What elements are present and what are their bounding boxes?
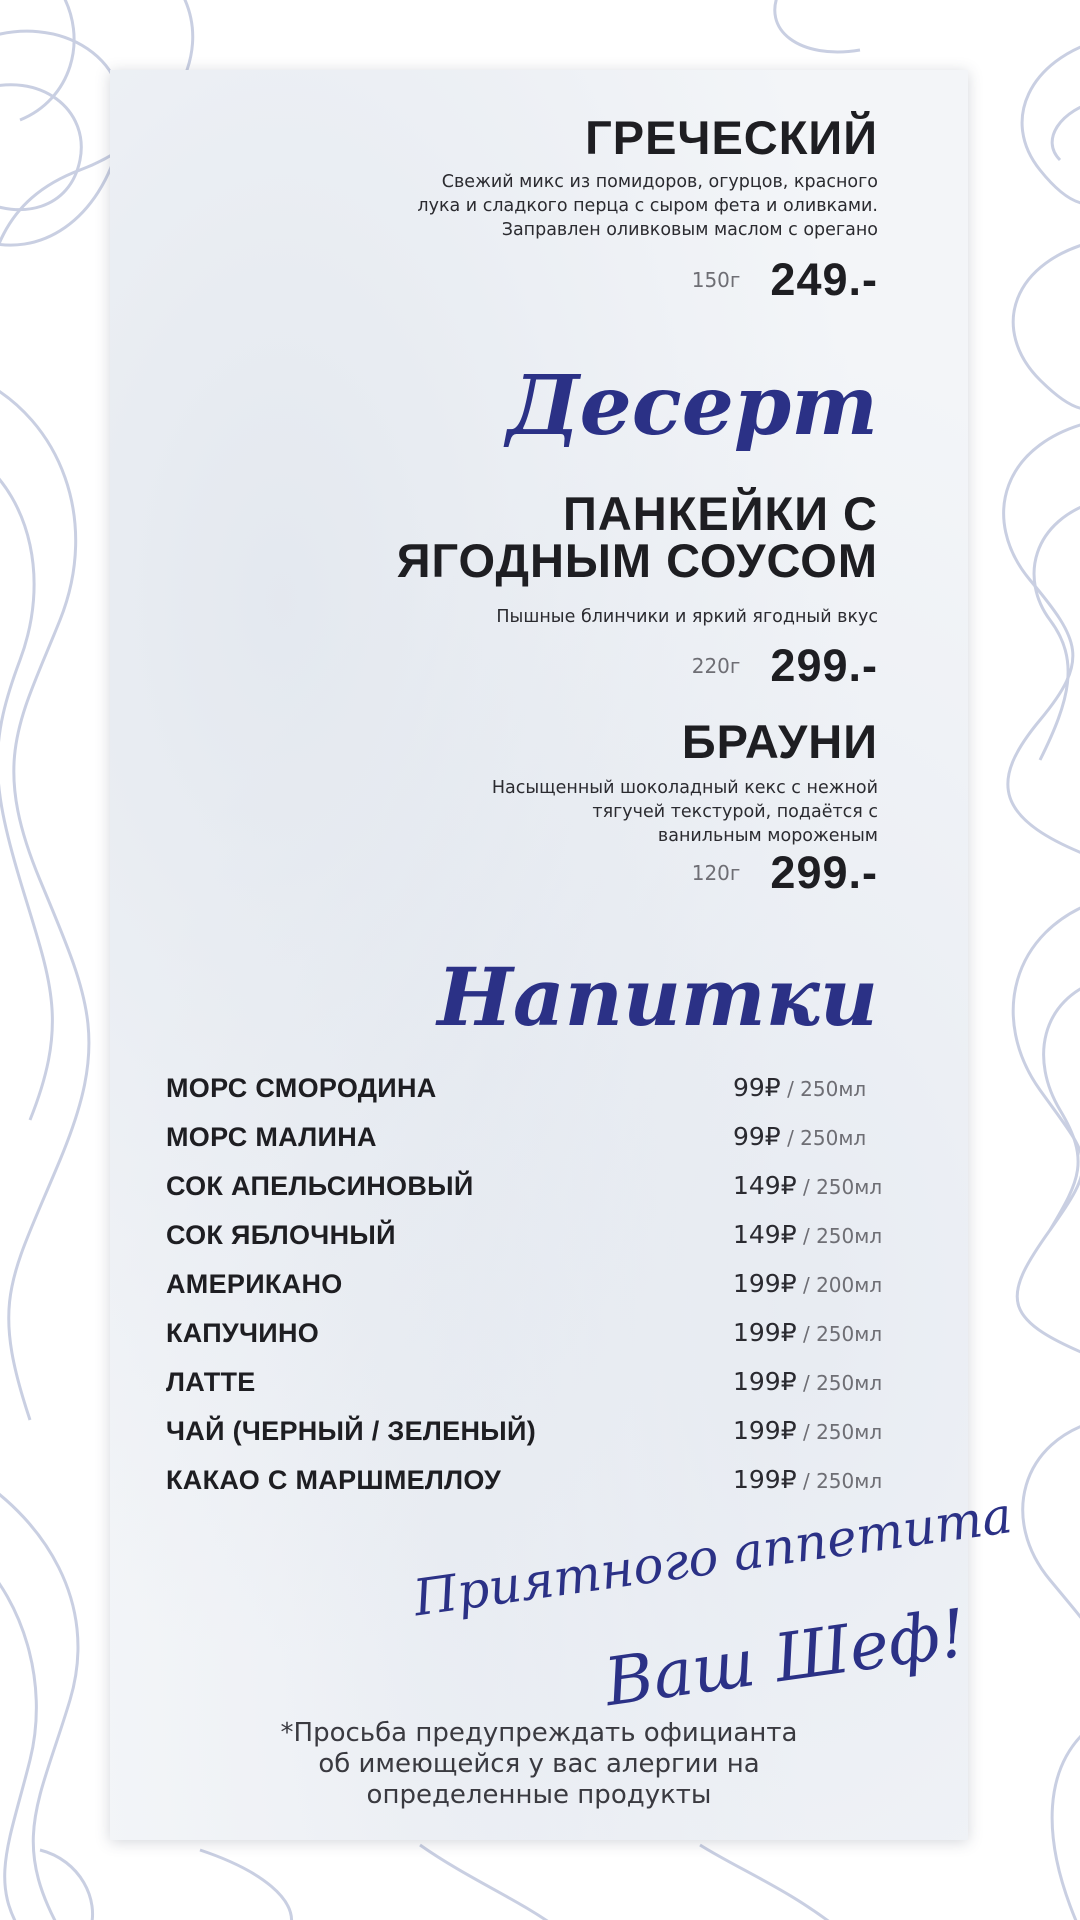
signature-line-1: Приятного аппетита	[410, 1486, 1016, 1628]
pancakes-title: ПАНКЕЙКИ С ЯГОДНЫМ СОУСОМ	[396, 487, 878, 587]
drink-name: ЛАТТЕ	[166, 1367, 256, 1397]
drink-row	[166, 1416, 910, 1456]
pancakes-price: 299.-	[770, 640, 878, 691]
salad-weight: 150г	[691, 268, 741, 292]
salad-title: ГРЕЧЕСКИЙ	[585, 111, 878, 164]
dessert-heading: Десерт	[506, 358, 878, 454]
drink-price: 199₽ / 250мл	[733, 1416, 883, 1445]
pancakes-description: Пышные блинчики и яркий ягодный вкус	[496, 607, 878, 627]
drink-price: 199₽ / 250мл	[733, 1367, 883, 1396]
drink-price: 149₽ / 250мл	[733, 1220, 883, 1249]
drink-name: ЧАЙ (ЧЕРНЫЙ / ЗЕЛЕНЫЙ)	[166, 1416, 537, 1446]
brownie-price: 299.-	[770, 847, 878, 898]
drink-price: 149₽ / 250мл	[733, 1171, 883, 1200]
menu-card	[110, 70, 1016, 1840]
brownie-weight: 120г	[691, 861, 741, 885]
drink-name: СОК АПЕЛЬСИНОВЫЙ	[166, 1171, 474, 1201]
drink-price: 199₽ / 250мл	[733, 1318, 883, 1347]
drink-row	[166, 1465, 910, 1505]
drink-price: 199₽ / 200мл	[733, 1269, 883, 1298]
drink-row	[166, 1367, 910, 1407]
drinks-heading: Напитки	[437, 950, 878, 1044]
drink-row	[166, 1269, 910, 1309]
drink-name: МОРС СМОРОДИНА	[166, 1073, 437, 1103]
drink-row	[166, 1220, 910, 1260]
drink-row	[166, 1073, 910, 1113]
drink-row	[166, 1122, 910, 1162]
brownie-description: Насыщенный шоколадный кекс с нежной тягучей текстурой, подаётся с ванильным мороженым	[491, 778, 878, 846]
salad-price-row	[692, 254, 878, 306]
drink-price: 99₽ / 250мл	[733, 1073, 867, 1102]
drink-name: МОРС МАЛИНА	[166, 1122, 377, 1152]
brownie-title: БРАУНИ	[681, 715, 878, 768]
drink-price: 199₽ / 250мл	[733, 1465, 883, 1494]
drink-name: КАПУЧИНО	[166, 1318, 320, 1348]
pancakes-weight: 220г	[691, 654, 741, 678]
brownie-price-row	[692, 847, 878, 899]
drink-name: АМЕРИКАНО	[166, 1269, 343, 1299]
allergy-note: *Просьба предупреждать официанта об имеющейся у вас алергии на определенные продукты	[280, 1718, 798, 1810]
drink-row	[166, 1318, 910, 1358]
drink-row	[166, 1171, 910, 1211]
salad-description: Свежий микс из помидоров, огурцов, красного лука и сладкого перца с сыром фета и оливками. Заправлен оливковым маслом с орегано	[417, 172, 878, 240]
drink-name: КАКАО С МАРШМЕЛЛОУ	[166, 1465, 502, 1495]
pancakes-price-row	[692, 640, 878, 692]
drink-name: СОК ЯБЛОЧНЫЙ	[166, 1220, 396, 1250]
salad-price: 249.-	[770, 254, 878, 305]
drink-price: 99₽ / 250мл	[733, 1122, 867, 1151]
signature-line-2: Ваш Шеф!	[600, 1594, 972, 1722]
